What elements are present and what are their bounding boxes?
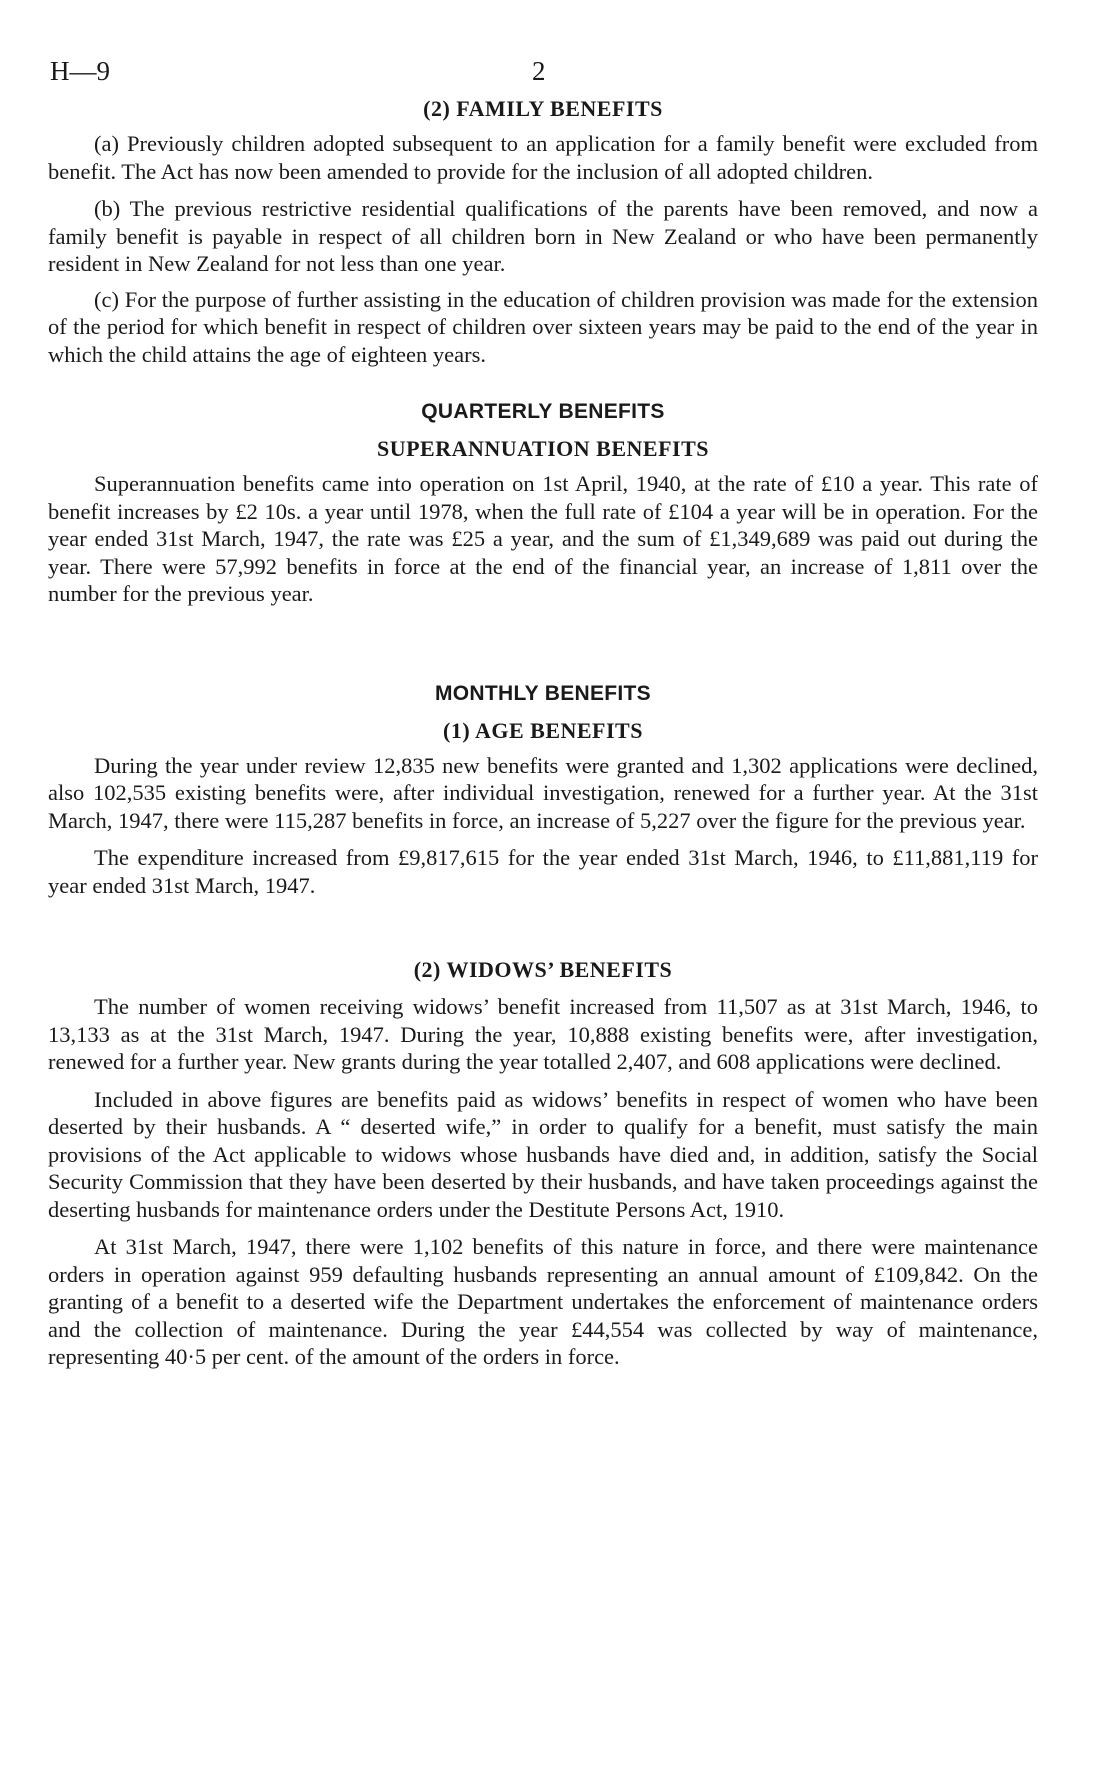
quarterly-benefits-section — [48, 400, 1038, 608]
quarterly-benefits-heading: QUARTERLY BENEFITS — [421, 400, 665, 423]
widows-benefits-para-1: The number of women receiving widows’ benefit increased from 11,507 as at 31st March, 1946, to 13,133 as at the 31st March, 1947. During the year, 10,888 existing benefits were, after investigation, renewed for a further year. New grants during the year totalled 2,407, and 608 applications were declined. — [48, 994, 1038, 1074]
document-page — [48, 56, 1038, 1371]
widows-benefits-para-2: Included in above figures are benefits paid as widows’ benefits in respect of women who have been deserted by their husbands. A “ deserted wife,” in order to qualify for a benefit, must satisfy the main provisions of the Act applicable to widows whose husbands have died and, in addition, satisfy the Social Security Commission that they have been deserted by their husbands, and have taken proceedings against the deserting husbands for maintenance orders under the Destitute Persons Act, 1910. — [48, 1086, 1038, 1222]
age-benefits-para-1: During the year under review 12,835 new benefits were granted and 1,302 applications were declined, also 102,535 existing benefits were, after individual investigation, renewed for a further year. At the 31st March, 1947, there were 115,287 benefits in force, an increase of 5,227 over the figure for the previous year. — [48, 752, 1038, 833]
family-benefits-heading: (2) FAMILY BENEFITS — [423, 96, 663, 121]
monthly-benefits-section — [48, 682, 1038, 1371]
report-code: H—9 — [50, 56, 110, 86]
widows-benefits-para-3: At 31st March, 1947, there were 1,102 benefits of this nature in force, and there were maintenance orders in operation against 959 defaulting husbands representing an annual amount of £109,842. On the granting of a benefit to a deserted wife the Department undertakes the enforcement of maintenance orders and the collection of maintenance. During the year £44,554 was collected by way of maintenance, representing 40·5 per cent. of the amount of the orders in force. — [48, 1234, 1038, 1369]
family-benefits-para-b: (b) The previous restrictive residential qualifications of the parents have been removed, and now a family benefit is payable in respect of all children born in New Zealand or who have been permanently resident in New Zealand for not less than one year. — [48, 196, 1038, 276]
widows-benefits-heading: (2) WIDOWS’ BENEFITS — [413, 957, 673, 982]
age-benefits-heading: (1) AGE BENEFITS — [443, 717, 643, 743]
family-benefits-section — [48, 96, 1038, 368]
family-benefits-para-a: (a) Previously children adopted subsequent to an application for a family benefit were excluded from benefit. The Act has now been amended to provide for the inclusion of all adopted children. — [48, 131, 1038, 184]
age-benefits-para-2: The expenditure increased from £9,817,615 for the year ended 31st March, 1946, to £11,881,119 for year ended 31st March, 1947. — [48, 845, 1038, 898]
monthly-benefits-heading: MONTHLY BENEFITS — [435, 681, 651, 705]
superannuation-para: Superannuation benefits came into operation on 1st April, 1940, at the rate of £10 a year. This rate of benefit increases by £2 10s. a year until 1978, when the full rate of £104 a year will be in operation. For the year ended 31st March, 1947, the rate was £25 a year, and the sum of £1,349,689 was paid out during the year. There were 57,992 benefits in force at the end of the financial year, an increase of 1,811 over the number for the previous year. — [48, 471, 1038, 606]
running-header — [48, 56, 1038, 96]
superannuation-benefits-heading: SUPERANNUATION BENEFITS — [377, 436, 709, 461]
family-benefits-para-c: (c) For the purpose of further assisting in the education of children provision was made for the extension of the period for which benefit in respect of children over sixteen years may be paid to the end of the year in which the child attains the age of eighteen years. — [48, 286, 1038, 367]
page-number: 2 — [532, 56, 546, 86]
